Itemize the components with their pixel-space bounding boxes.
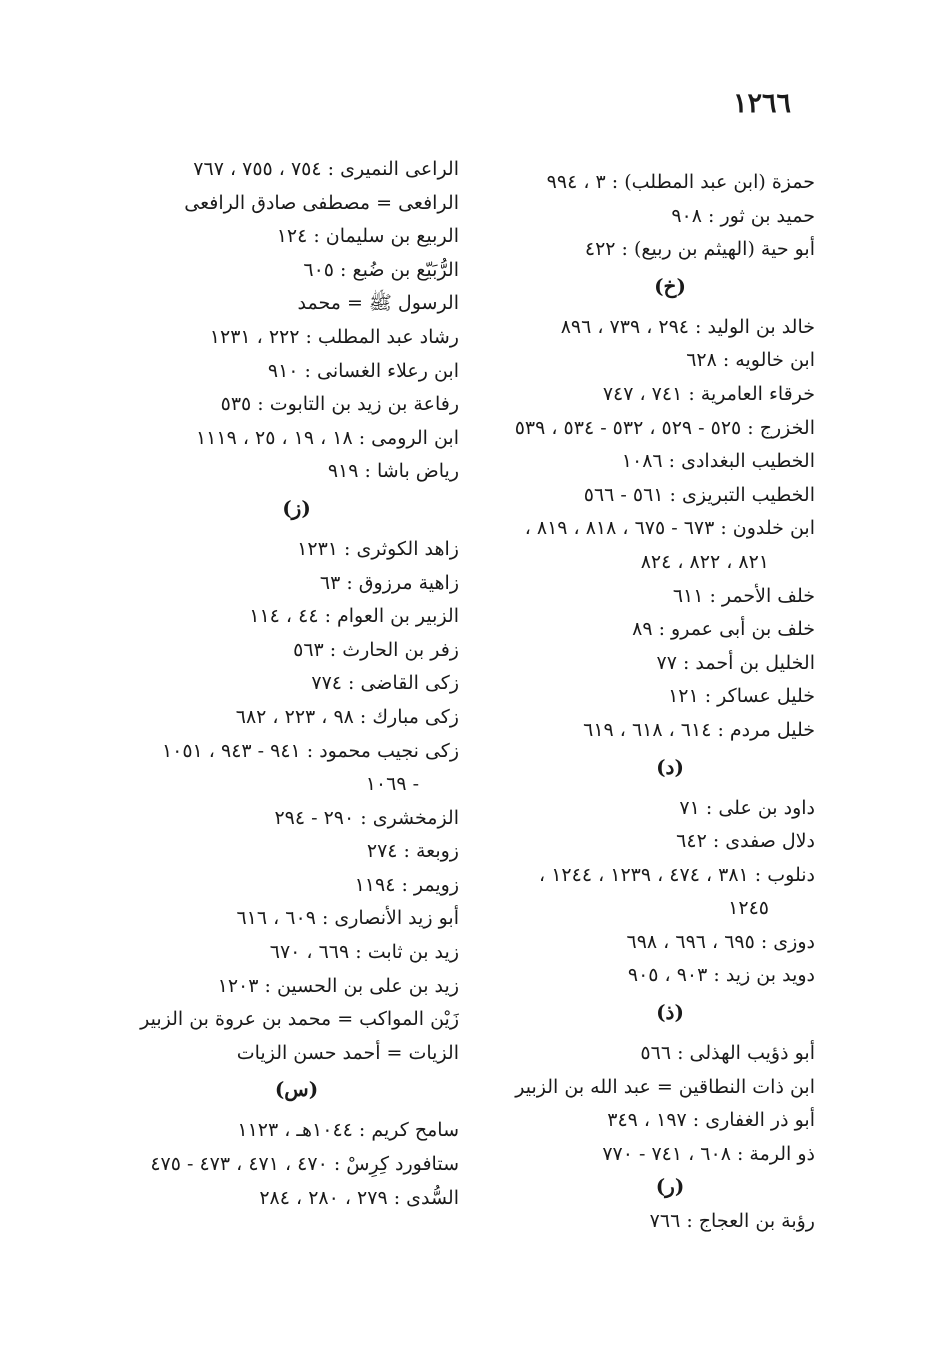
index-entry: رؤبة بن العجاج : ٧٦٦	[649, 1210, 815, 1233]
index-entry: زاهية مرزوق : ٦٣	[319, 571, 459, 594]
index-entry: أبو ذؤيب الهذلى : ٥٦٦	[640, 1042, 815, 1065]
index-entry: رشاد عبد المطلب : ٢٢٢ ، ١٢٣١	[209, 325, 459, 348]
index-entry: داود بن على : ٧١	[679, 796, 815, 819]
index-entry: أبو ذر الغفارى : ١٩٧ ، ٣٤٩	[607, 1109, 815, 1132]
index-entry: زكى القاضى : ٧٧٤	[311, 672, 459, 695]
index-entry: الرافعى = مصطفى صادق الرافعى	[184, 191, 459, 214]
index-entry: زكى نجيب محمود : ٩٤١ - ٩٤٣ ، ١٠٥١	[161, 739, 459, 762]
index-entry: زيد بن على بن الحسين : ١٢٠٣	[217, 974, 459, 997]
section-letter: (ز)	[282, 495, 311, 520]
index-entry: ابن ذات النطاقين = عبد الله بن الزبير	[515, 1075, 815, 1098]
index-entry: زكى مبارك : ٩٨ ، ٢٢٣ ، ٦٨٢	[235, 705, 459, 728]
index-entry: السُّدى : ٢٧٩ ، ٢٨٠ ، ٢٨٤	[259, 1186, 459, 1209]
index-entry: زويمر : ١١٩٤	[354, 873, 459, 896]
index-entry: ابن خالويه : ٦٢٨	[686, 349, 815, 372]
index-column-left	[64, 153, 459, 1215]
section-letter: (د)	[656, 754, 684, 779]
index-entry: ذو الرمة : ٦٠٨ ، ٧٤١ - ٧٧٠	[602, 1142, 815, 1165]
index-entry: زَيْن المواكب = محمد بن عروة بن الزبير	[140, 1008, 459, 1031]
index-entry: دنلوب : ٣٨١ ، ٤٧٤ ، ١٢٣٩ ، ١٢٤٤ ،	[539, 863, 815, 886]
index-entry: حميد بن ثور : ٩٠٨	[671, 204, 815, 227]
index-entry: خرقاء العامرية : ٧٤١ ، ٧٤٧	[602, 382, 815, 405]
index-entry: الزبير بن العوام : ٤٤ ، ١١٤	[249, 605, 459, 628]
index-entry: الخليل بن أحمد : ٧٧	[656, 651, 815, 674]
index-entry: أبو حية (الهيثم بن ربيع) : ٤٢٢	[584, 238, 815, 261]
index-entry: زوبعة : ٢٧٤	[366, 840, 459, 863]
index-entry: دويد بن زيد : ٩٠٣ ، ٩٠٥	[627, 964, 815, 987]
index-entry: ابن رعلاء الغسانى : ٩١٠	[267, 359, 459, 382]
letter-section-heading	[455, 1171, 815, 1205]
page-number: ١٢٦٦	[733, 88, 792, 119]
letter-section-heading	[64, 489, 459, 533]
index-entry: الرُّبَيّع بن ضُبع : ٦٠٥	[303, 258, 459, 281]
index-entry: أبو زيد الأنصارى : ٦٠٩ ، ٦١٦	[236, 907, 459, 930]
index-entry: حمزة (ابن عبد المطلب) : ٣ ، ٩٩٤	[546, 171, 815, 193]
letter-section-heading	[64, 1070, 459, 1114]
index-entry: الخزرج : ٥٢٥ - ٥٢٩ ، ٥٣٢ - ٥٣٤ ، ٥٣٩	[514, 416, 815, 439]
section-letter: (س)	[274, 1077, 319, 1102]
letter-section-heading	[455, 748, 815, 792]
index-entry: الربيع بن سليمان : ١٢٤	[276, 225, 459, 248]
index-entry: زيد بن ثابت : ٦٦٩ ، ٦٧٠	[269, 941, 459, 964]
index-entry: ابن خلدون : ٦٧٣ - ٦٧٥ ، ٨١٨ ، ٨١٩ ،	[524, 517, 815, 540]
letter-section-heading	[455, 267, 815, 311]
index-entry: خلف بن أبى عمرو : ٨٩	[632, 618, 815, 641]
index-entry: سامح كريم : ١٠٤٤هـ ، ١١٢٣	[237, 1119, 459, 1142]
section-letter: (ر)	[655, 1174, 685, 1199]
index-entry: زفر بن الحارث : ٥٦٣	[293, 638, 459, 661]
letter-section-heading	[455, 993, 815, 1037]
index-entry: خليل مردم : ٦١٤ ، ٦١٨ ، ٦١٩	[583, 718, 815, 741]
index-entry: الخطيب البغدادى : ١٠٨٦	[621, 450, 815, 473]
index-entry: خليل عساكر : ١٢١	[668, 685, 815, 708]
index-entry: الزمخشرى : ٢٩٠ - ٢٩٤	[274, 806, 459, 829]
index-entry: رفاعة بن زيد بن التابوت : ٥٣٥	[220, 393, 459, 416]
index-entry: الزيات = أحمد حسن الزيات	[236, 1041, 459, 1064]
index-entry: دلال صفدى : ٦٤٢	[676, 830, 815, 853]
index-entry-continuation: ١٢٤٥	[728, 897, 769, 920]
index-entry: زاهد الكوثرى : ١٢٣١	[297, 537, 459, 560]
section-letter: (خ)	[654, 273, 686, 298]
index-entry-continuation: - ١٠٦٩	[365, 773, 419, 796]
index-entry: ستافورد كِرِسْ : ٤٧٠ ، ٤٧١ ، ٤٧٣ - ٤٧٥	[150, 1153, 459, 1176]
index-entry: رياض باشا : ٩١٩	[327, 460, 459, 483]
index-column-right	[455, 166, 815, 1239]
index-entry: ابن الرومى : ١٨ ، ١٩ ، ٢٥ ، ١١١٩	[195, 426, 459, 449]
index-entry: خالد بن الوليد : ٢٩٤ ، ٧٣٩ ، ٨٩٦	[560, 315, 815, 338]
index-entry: الراعى النميرى : ٧٥٤ ، ٧٥٥ ، ٧٦٧	[193, 158, 459, 180]
index-entry: دوزى : ٦٩٥ ، ٦٩٦ ، ٦٩٨	[626, 930, 815, 953]
index-entry: الخطيب التبريزى : ٥٦١ - ٥٦٦	[583, 483, 815, 506]
section-letter: (ذ)	[656, 1000, 684, 1025]
index-entry: الرسول ﷺ = محمد	[297, 292, 459, 315]
index-entry-continuation: ٨٢١ ، ٨٢٢ ، ٨٢٤	[640, 550, 769, 573]
index-entry: خلف الأحمر : ٦١١	[672, 584, 815, 607]
